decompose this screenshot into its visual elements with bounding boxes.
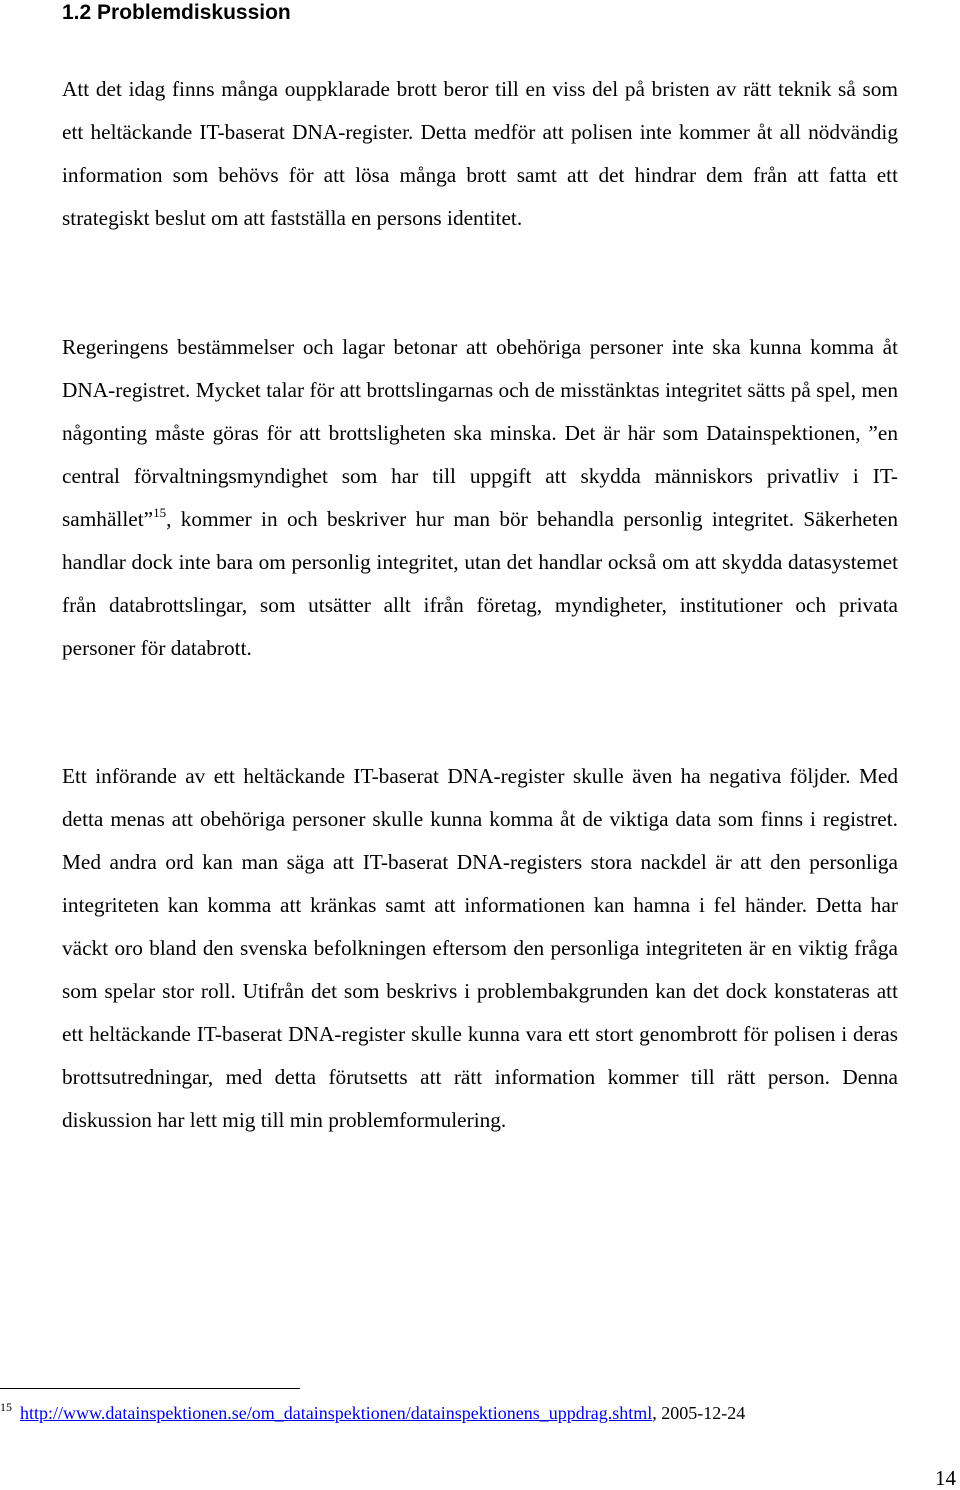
paragraph-consequences: Ett införande av ett heltäckande IT-baserat DNA-register skulle även ha negativa följder. Med detta menas att obehöriga personer skulle kunna komma åt de viktiga data som finns i registret. Med andra ord kan man säga att IT-baserat DNA-registers stora nackdel är att den personliga integriteten kan komma att kränkas samt att informationen kan hamna i fel händer. Detta har väckt oro bland den svenska befolkningen eftersom den personliga integriteten är en viktig fråga som spelar stor roll. Utifrån det som beskrivs i problembakgrunden kan det dock konstateras att ett heltäckande IT-baserat DNA-register skulle kunna vara ett stort genombrott för polisen i deras brottsutredningar, med detta förutsetts att rätt information kommer till rätt person. Denna diskussion har lett mig till min problemformulering.	[62, 764, 898, 1132]
paragraph-regulations-text-b: , kommer in och beskriver hur man bör behandla personlig integritet. Säkerheten handlar dock inte bara om personlig integritet, utan det handlar också om att skydda datasystemet från databrottslingar, som utsätter allt ifrån företag, myndigheter, institutioner och privata personer för databrott.	[62, 507, 898, 660]
page-number: 14	[935, 1466, 956, 1490]
footnote-divider	[0, 1388, 300, 1389]
paragraph-regulations-text-a: Regeringens bestämmelser och lagar betonar att obehöriga personer inte ska kunna komma åt DNA-registret. Mycket talar för att brottslingarnas och de misstänktas integritet sätts på spel, men någonting måste göras för att brottsligheten ska minska. Det är här som Datainspektionen, ”en central förvaltningsmyndighet som har till uppgift att skydda människors privatliv i IT-samhället”	[62, 335, 898, 531]
footnote-date: , 2005-12-24	[652, 1403, 746, 1423]
footnote-number: 15	[0, 1400, 12, 1414]
footnote-link[interactable]: http://www.datainspektionen.se/om_datainspektionen/datainspektionens_uppdrag.shtml	[20, 1403, 653, 1423]
paragraph-problem-intro: Att det idag finns många ouppklarade brott beror till en viss del på bristen av rätt teknik så som ett heltäckande IT-baserat DNA-register. Detta medför att polisen inte kommer åt all nödvändig information som behövs för att lösa många brott samt att det hindrar dem från att fatta ett strategiskt beslut om att fastställa en persons identitet.	[62, 77, 898, 230]
footnote-reference: 15	[153, 505, 167, 520]
section-heading: 1.2 Problemdiskussion	[62, 1, 291, 24]
footnote	[0, 1400, 745, 1426]
paragraph-regulations	[62, 326, 898, 670]
